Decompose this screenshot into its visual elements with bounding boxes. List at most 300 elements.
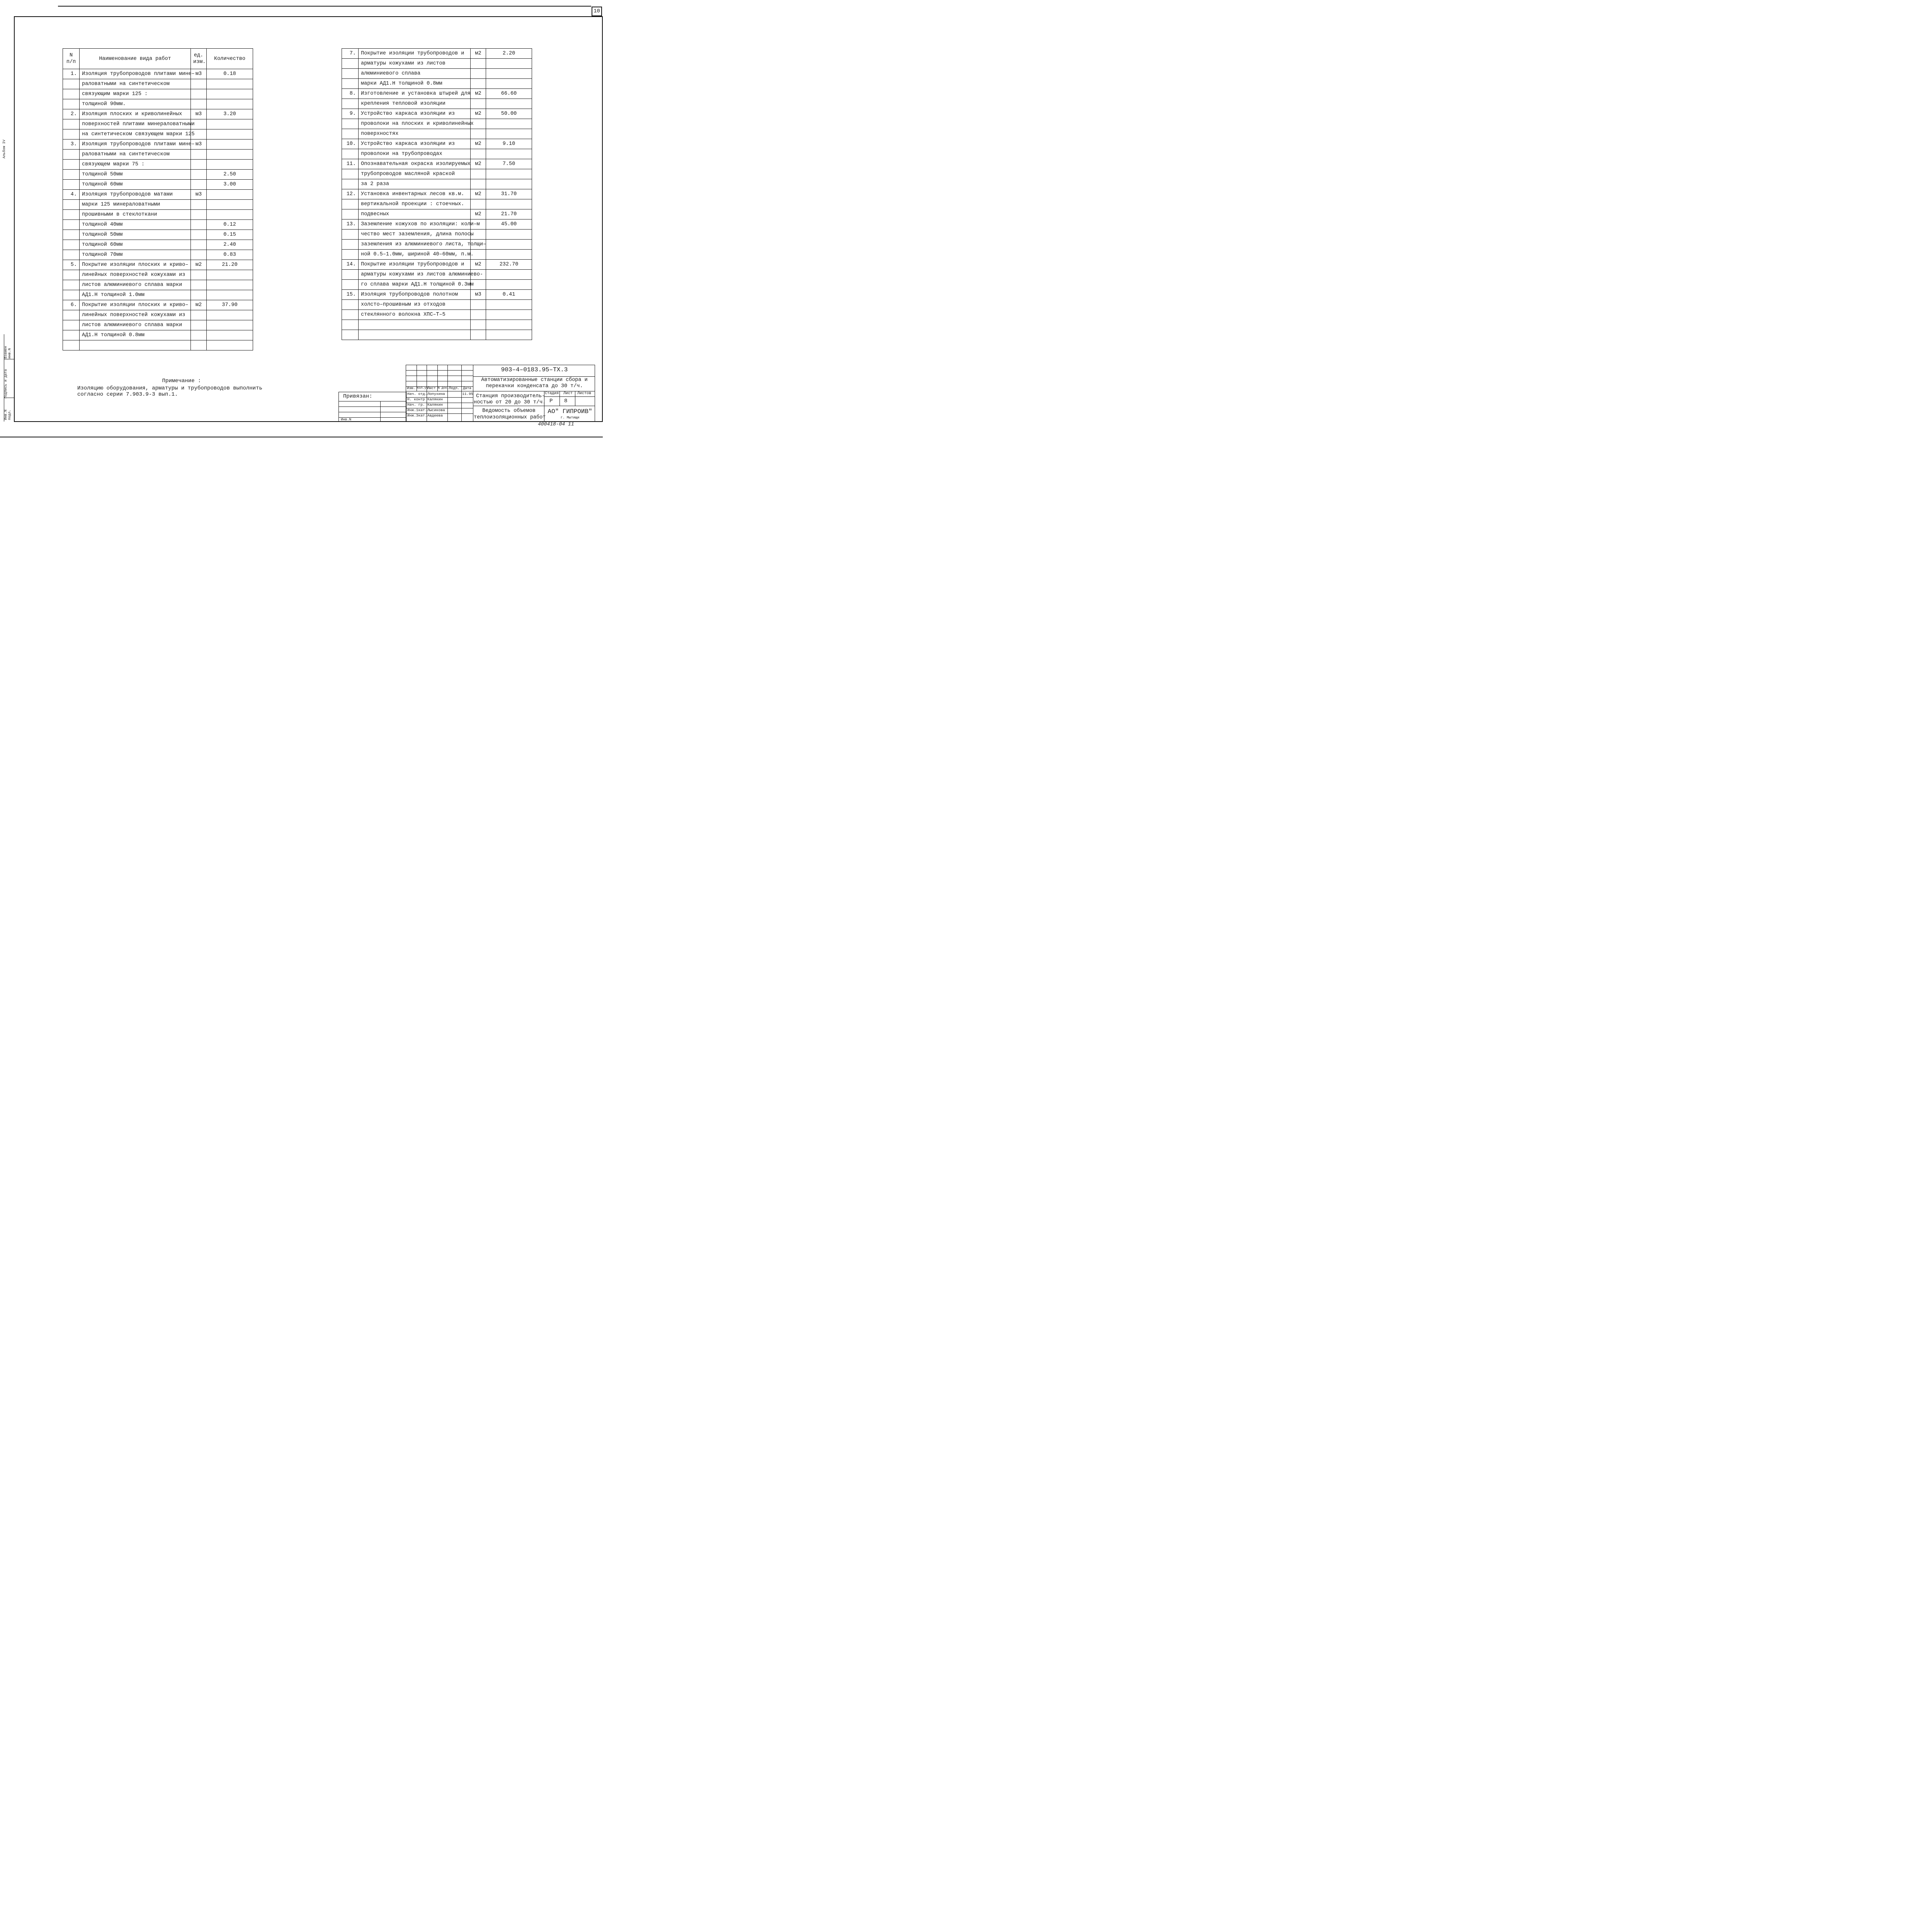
- stage-header: Стадия: [545, 391, 559, 396]
- doc-code: 903–4–0183.95–ТХ.3: [501, 366, 568, 373]
- table-row: [342, 240, 532, 250]
- quantity: [207, 79, 253, 89]
- table-row: [342, 290, 532, 300]
- quantity: 2.40: [207, 240, 253, 250]
- quantity: 3.20: [207, 109, 253, 119]
- work-name: листов алюминиевого сплава марки: [80, 280, 191, 290]
- row-number: [63, 119, 80, 129]
- row-number: 10.: [342, 139, 359, 149]
- work-name: толщиной 40мм: [80, 220, 191, 230]
- table-row: [342, 320, 532, 330]
- left-works-table: [63, 48, 253, 350]
- unit: м2: [471, 49, 486, 59]
- table-row: [342, 169, 532, 179]
- unit: [191, 320, 207, 330]
- quantity: 0.41: [486, 290, 532, 300]
- work-name: крепления тепловой изоляции: [359, 99, 471, 109]
- work-name: линейных поверхностей кожухами из: [80, 270, 191, 280]
- row-number: [342, 119, 359, 129]
- unit: [471, 99, 486, 109]
- work-name: [359, 320, 471, 330]
- unit: м2: [191, 260, 207, 270]
- quantity: 21.20: [207, 260, 253, 270]
- row-number: [342, 199, 359, 209]
- quantity: 0.15: [207, 230, 253, 240]
- table-row: [63, 129, 253, 139]
- work-name: марки АД1.Н толщиной 0.8мм: [359, 79, 471, 89]
- quantity: [207, 290, 253, 300]
- work-name: АД1.Н толщиной 0.8мм: [80, 330, 191, 340]
- work-name: Покрытие изоляции трубопроводов и: [359, 49, 471, 59]
- work-name: связующим марки 125 :: [80, 89, 191, 99]
- work-name: связующем марки 75 :: [80, 160, 191, 170]
- unit: [471, 149, 486, 159]
- table-row: [342, 300, 532, 310]
- row-number: [342, 280, 359, 290]
- table-row: [342, 129, 532, 139]
- table-row: [342, 139, 532, 149]
- table-row: [63, 119, 253, 129]
- work-name: толщиной 60мм: [80, 240, 191, 250]
- quantity: 37.90: [207, 300, 253, 310]
- row-number: [63, 200, 80, 210]
- table-row: [63, 330, 253, 340]
- unit: [191, 250, 207, 260]
- row-number: [63, 89, 80, 99]
- row-number: [342, 300, 359, 310]
- table-row: [63, 220, 253, 230]
- signer-name: Лопухина: [427, 392, 445, 396]
- unit: [471, 59, 486, 69]
- row-number: [63, 340, 80, 350]
- row-number: [342, 330, 359, 340]
- quantity: [486, 280, 532, 290]
- quantity: [486, 179, 532, 189]
- work-name: проволоки на плоских и криволинейных: [359, 119, 471, 129]
- row-number: [342, 240, 359, 250]
- unit: [191, 89, 207, 99]
- table-row: [63, 340, 253, 350]
- note-block: [77, 378, 263, 398]
- table-header-row: [63, 49, 253, 69]
- work-name: поверхностей плитами минераловатными: [80, 119, 191, 129]
- work-name: Покрытие изоляции трубопроводов и: [359, 260, 471, 270]
- table-row: [342, 149, 532, 159]
- col-list: Лист: [427, 386, 436, 390]
- unit: [191, 170, 207, 180]
- quantity: [486, 199, 532, 209]
- right-works-table: [342, 48, 532, 340]
- signer-role: Инж.1кат.: [407, 408, 427, 412]
- unit: [471, 129, 486, 139]
- quantity: [486, 330, 532, 340]
- row-number: [342, 129, 359, 139]
- table-row: [63, 69, 253, 79]
- quantity: [207, 340, 253, 350]
- quantity: 0.12: [207, 220, 253, 230]
- col-data: Дата: [463, 386, 471, 390]
- row-number: [342, 209, 359, 219]
- table-row: [342, 270, 532, 280]
- quantity: [207, 320, 253, 330]
- table-row: [63, 160, 253, 170]
- table-row: [342, 119, 532, 129]
- quantity: 0.83: [207, 250, 253, 260]
- quantity: [207, 330, 253, 340]
- table-row: [342, 330, 532, 340]
- quantity: [486, 169, 532, 179]
- table-row: [63, 180, 253, 190]
- unit: м2: [191, 300, 207, 310]
- row-number: [342, 99, 359, 109]
- row-number: [342, 320, 359, 330]
- signer-date: 11.95: [462, 392, 473, 396]
- quantity: [207, 119, 253, 129]
- row-number: 6.: [63, 300, 80, 310]
- signer-name: Калякин: [427, 397, 443, 401]
- work-name: го сплава марки АД1.Н толщиной 0.3мм: [359, 280, 471, 290]
- work-name: линейных поверхностей кожухами из: [80, 310, 191, 320]
- archive-number: 400418-04 11: [538, 421, 574, 427]
- work-name: толщиной 50мм: [80, 230, 191, 240]
- col-kol: Кол.уч: [417, 386, 428, 390]
- work-name: арматуры кожухами из листов алюминиево-: [359, 270, 471, 280]
- unit: [471, 79, 486, 89]
- unit: [191, 99, 207, 109]
- signer-name: Авдеева: [427, 413, 443, 418]
- work-name: проволоки на трубопроводах: [359, 149, 471, 159]
- work-name: [80, 340, 191, 350]
- table-row: [63, 290, 253, 300]
- work-name: Опознавательная окраска изолируемых: [359, 159, 471, 169]
- unit: м2: [471, 139, 486, 149]
- unit: [191, 330, 207, 340]
- header-name: Наименование вида работ: [80, 49, 191, 69]
- quantity: [486, 119, 532, 129]
- unit: [191, 150, 207, 160]
- unit: [191, 200, 207, 210]
- col-podp: Подп.: [449, 386, 460, 390]
- quantity: [207, 150, 253, 160]
- table-row: [63, 260, 253, 270]
- work-name: толщиной 50мм: [80, 170, 191, 180]
- org-city: г. Мытищи: [560, 416, 580, 420]
- row-number: [63, 250, 80, 260]
- note-line-1: Изоляцию оборудования, арматуры и трубопроводов выполнить: [77, 385, 262, 391]
- work-name: холсто–прошивным из отходов: [359, 300, 471, 310]
- work-name: Покрытие изоляции плоских и криво–: [80, 300, 191, 310]
- work-name: Изготовление и установка штырей для: [359, 89, 471, 99]
- table-row: [342, 159, 532, 169]
- unit: м3: [191, 109, 207, 119]
- row-number: [63, 310, 80, 320]
- note-title: Примечание :: [162, 378, 201, 384]
- row-number: [342, 169, 359, 179]
- sheet-value: 8: [564, 398, 568, 404]
- row-number: [63, 150, 80, 160]
- table-row: [63, 139, 253, 150]
- row-number: 7.: [342, 49, 359, 59]
- row-number: 3.: [63, 139, 80, 150]
- unit: [191, 310, 207, 320]
- row-number: [342, 69, 359, 79]
- work-name: чество мест заземления, длина полосы: [359, 230, 471, 240]
- table-row: [342, 219, 532, 230]
- quantity: [207, 190, 253, 200]
- quantity: [486, 250, 532, 260]
- work-name: алюминиевого сплава: [359, 69, 471, 79]
- work-name: раловатными на синтетическом: [80, 150, 191, 160]
- quantity: [486, 270, 532, 280]
- row-number: [63, 170, 80, 180]
- work-name: Изоляция трубопроводов плитами мине–: [80, 139, 191, 150]
- row-number: [63, 230, 80, 240]
- quantity: [486, 320, 532, 330]
- unit: [191, 280, 207, 290]
- row-number: [63, 320, 80, 330]
- work-name: Покрытие изоляции плоских и криво–: [80, 260, 191, 270]
- work-name: раловатными на синтетическом: [80, 79, 191, 89]
- quantity: [207, 280, 253, 290]
- quantity: 0.18: [207, 69, 253, 79]
- unit: [191, 340, 207, 350]
- work-name: на синтетическом связующем марки 125: [80, 129, 191, 139]
- unit: [471, 330, 486, 340]
- work-name: ной 0.5–1.0мм, шириной 40–60мм, п.м.: [359, 250, 471, 260]
- unit: [471, 300, 486, 310]
- table-row: [342, 79, 532, 89]
- row-number: [63, 290, 80, 300]
- work-name: Изоляция трубопроводов матами: [80, 190, 191, 200]
- table-row: [63, 89, 253, 99]
- unit: [471, 69, 486, 79]
- table-row: [342, 59, 532, 69]
- table-row: [63, 230, 253, 240]
- work-name: толщиной 70мм: [80, 250, 191, 260]
- unit: м3: [471, 290, 486, 300]
- unit: [471, 310, 486, 320]
- quantity: [207, 99, 253, 109]
- unit: м2: [471, 159, 486, 169]
- strip-label-inv-podl: Инв.N подл.: [4, 409, 12, 420]
- left-table-body: [63, 69, 253, 350]
- right-table-body: [342, 49, 532, 340]
- header-qty: Количество: [207, 49, 253, 69]
- table-row: [342, 189, 532, 199]
- sheets-header: Листов: [577, 391, 592, 396]
- signer-role: Нач. отд.: [407, 392, 427, 396]
- station-line-2: ностью от 20 до 30 т/ч.: [474, 400, 546, 405]
- row-number: [342, 310, 359, 320]
- quantity: [486, 240, 532, 250]
- row-number: [63, 79, 80, 89]
- unit: [191, 240, 207, 250]
- bound-label: Привязан:: [343, 393, 372, 400]
- row-number: [342, 250, 359, 260]
- table-row: [342, 250, 532, 260]
- work-name: АД1.Н толщиной 1.0мм: [80, 290, 191, 300]
- table-row: [342, 49, 532, 59]
- work-name: стеклянного волокна ХПС–Т–5: [359, 310, 471, 320]
- work-name: Изоляция плоских и криволинейных: [80, 109, 191, 119]
- unit: м2: [471, 109, 486, 119]
- table-row: [63, 210, 253, 220]
- row-number: 8.: [342, 89, 359, 99]
- row-number: [342, 59, 359, 69]
- work-name: арматуры кожухами из листов: [359, 59, 471, 69]
- row-number: 14.: [342, 260, 359, 270]
- quantity: [207, 210, 253, 220]
- table-row: [63, 190, 253, 200]
- quantity: [486, 79, 532, 89]
- quantity: [486, 69, 532, 79]
- title-block: [338, 365, 595, 422]
- work-name: поверхностях: [359, 129, 471, 139]
- unit: м3: [191, 69, 207, 79]
- quantity: 31.70: [486, 189, 532, 199]
- strip-label-album: Альбом IV: [2, 139, 6, 158]
- signer-name: Лысикова: [427, 408, 445, 412]
- inv-label: Инв.N: [341, 418, 352, 422]
- row-number: [63, 270, 80, 280]
- row-number: 1.: [63, 69, 80, 79]
- table-row: [63, 240, 253, 250]
- row-number: [342, 179, 359, 189]
- work-name: Устройство каркаса изоляции из: [359, 109, 471, 119]
- table-row: [342, 109, 532, 119]
- table-row: [342, 199, 532, 209]
- unit: м2: [471, 260, 486, 270]
- work-name: трубопроводов масляной краской: [359, 169, 471, 179]
- quantity: [486, 59, 532, 69]
- unit: [191, 180, 207, 190]
- row-number: [342, 79, 359, 89]
- work-name: Устройство каркаса изоляции из: [359, 139, 471, 149]
- project-title-line-1: Автоматизированные станции сбора и: [481, 377, 588, 383]
- signer-role: Нач. гр.: [407, 403, 425, 407]
- quantity: 2.20: [486, 49, 532, 59]
- top-border-line: [58, 6, 591, 7]
- quantity: [486, 310, 532, 320]
- row-number: 13.: [342, 219, 359, 230]
- unit: м2: [471, 209, 486, 219]
- unit: [191, 290, 207, 300]
- sheet-corner-number: 10: [592, 7, 602, 16]
- quantity: 45.00: [486, 219, 532, 230]
- quantity: 3.00: [207, 180, 253, 190]
- table-row: [342, 260, 532, 270]
- table-row: [63, 280, 253, 290]
- table-row: [63, 250, 253, 260]
- row-number: [342, 230, 359, 240]
- row-number: [63, 129, 80, 139]
- row-number: [342, 149, 359, 159]
- quantity: 232.70: [486, 260, 532, 270]
- table-row: [342, 310, 532, 320]
- quantity: 2.50: [207, 170, 253, 180]
- work-name: марки 125 минераловатными: [80, 200, 191, 210]
- quantity: [486, 99, 532, 109]
- row-number: 15.: [342, 290, 359, 300]
- org-name: АО" ГИПРОИВ": [548, 408, 592, 415]
- row-number: [63, 280, 80, 290]
- unit: [471, 169, 486, 179]
- unit: м2: [471, 89, 486, 99]
- row-number: 5.: [63, 260, 80, 270]
- row-number: [342, 270, 359, 280]
- row-number: 4.: [63, 190, 80, 200]
- table-row: [342, 99, 532, 109]
- quantity: 9.10: [486, 139, 532, 149]
- signer-role: Н. контр: [407, 397, 425, 401]
- row-number: 11.: [342, 159, 359, 169]
- sheet-header: Лист: [563, 391, 573, 396]
- quantity: [207, 200, 253, 210]
- table-row: [63, 320, 253, 330]
- table-row: [342, 179, 532, 189]
- table-row: [63, 150, 253, 160]
- quantity: [207, 129, 253, 139]
- unit: [191, 160, 207, 170]
- work-name: прошивными в стеклоткани: [80, 210, 191, 220]
- quantity: [207, 270, 253, 280]
- work-name: подвесных: [359, 209, 471, 219]
- quantity: [207, 139, 253, 150]
- quantity: [486, 230, 532, 240]
- header-no: N п/п: [63, 49, 80, 69]
- unit: [471, 199, 486, 209]
- table-row: [63, 300, 253, 310]
- row-number: 9.: [342, 109, 359, 119]
- row-number: 12.: [342, 189, 359, 199]
- signer-name: Калякин: [427, 403, 443, 407]
- row-number: [63, 330, 80, 340]
- row-number: 2.: [63, 109, 80, 119]
- table-row: [63, 99, 253, 109]
- work-name: [359, 330, 471, 340]
- quantity: [207, 160, 253, 170]
- unit: м: [471, 219, 486, 230]
- unit: м3: [191, 190, 207, 200]
- row-number: [63, 160, 80, 170]
- quantity: [486, 300, 532, 310]
- table-row: [342, 89, 532, 99]
- unit: [471, 320, 486, 330]
- stage-value: Р: [549, 398, 553, 404]
- sheet-title-line-2: теплоизоляционных работ: [474, 415, 546, 420]
- quantity: 66.60: [486, 89, 532, 99]
- unit: [471, 179, 486, 189]
- work-name: за 2 раза: [359, 179, 471, 189]
- table-row: [342, 230, 532, 240]
- table-row: [342, 209, 532, 219]
- row-number: [63, 180, 80, 190]
- row-number: [63, 99, 80, 109]
- row-number: [63, 220, 80, 230]
- unit: м2: [471, 189, 486, 199]
- table-row: [63, 79, 253, 89]
- work-name: Изоляция трубопроводов плитами мине–: [80, 69, 191, 79]
- work-name: Установка инвентарных лесов кв.м.: [359, 189, 471, 199]
- quantity: [207, 89, 253, 99]
- unit: [191, 79, 207, 89]
- work-name: толщиной 60мм: [80, 180, 191, 190]
- row-number: [63, 210, 80, 220]
- table-row: [63, 200, 253, 210]
- strip-label-signature-date: Подпись и дата: [4, 369, 8, 398]
- quantity: [207, 310, 253, 320]
- strip-label-replaces-inv: Взамен инв.N: [4, 346, 12, 359]
